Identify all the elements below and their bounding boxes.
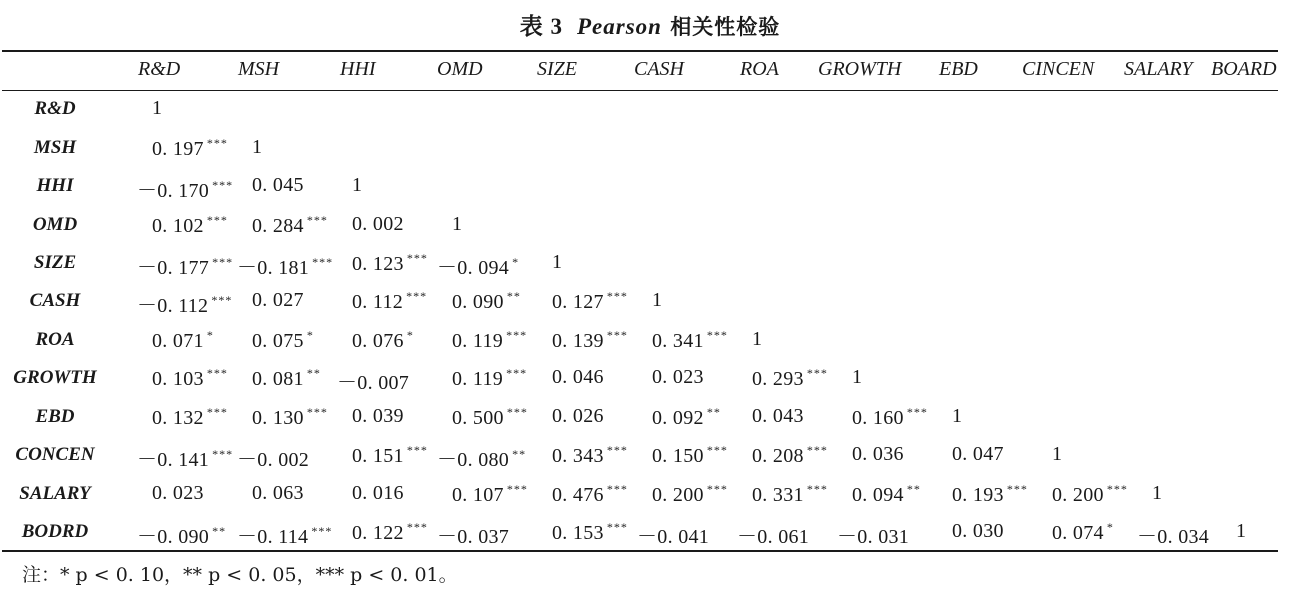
table-title	[0, 8, 1300, 41]
significance-stars: **	[212, 524, 227, 538]
column-header: GROWTH	[818, 58, 902, 80]
header-rule	[2, 90, 1278, 91]
table-cell	[837, 520, 909, 549]
table-cell	[252, 213, 328, 238]
cell-value: 0. 047	[952, 443, 1004, 465]
table-cell	[652, 443, 728, 468]
cell-value: 0. 197	[152, 138, 204, 160]
cell-value: 0. 075	[252, 330, 304, 352]
cell-value: －0. 141	[137, 449, 210, 471]
table-cell	[152, 213, 228, 238]
table-cell	[352, 213, 404, 236]
cell-value: 0. 071	[152, 330, 204, 352]
significance-stars: ***	[311, 524, 333, 538]
table-title-chinese: 相关性检验	[670, 15, 781, 39]
cell-value: 0. 039	[352, 405, 404, 427]
table-cell	[552, 366, 604, 389]
cell-value: 1	[252, 136, 263, 158]
significance-stars: ***	[606, 482, 628, 496]
cell-value: 0. 123	[352, 253, 404, 275]
table-cell	[452, 482, 528, 507]
cell-value: 0. 102	[152, 215, 204, 237]
table-cell	[952, 482, 1028, 507]
significance-stars: ***	[206, 405, 228, 419]
row-label: CONCEN	[15, 444, 95, 465]
table-cell	[252, 328, 314, 353]
cell-value: －0. 007	[337, 372, 410, 394]
cell-value: 0. 016	[352, 482, 404, 504]
cell-value: 1	[1052, 443, 1063, 465]
cell-value: 0. 023	[152, 482, 204, 504]
cell-value: 0. 074	[1052, 522, 1104, 544]
cell-value: 0. 043	[752, 405, 804, 427]
cell-value: 0. 343	[552, 445, 604, 467]
cell-value: 1	[652, 289, 663, 311]
significance-stars: ***	[406, 251, 428, 265]
table-cell	[552, 520, 628, 545]
table-cell	[152, 97, 162, 120]
table-cell	[352, 174, 362, 197]
table-cell	[1152, 482, 1162, 505]
cell-value: 0. 036	[852, 443, 904, 465]
cell-value: 0. 127	[552, 291, 604, 313]
significance-stars: ***	[706, 443, 728, 457]
cell-value: 1	[852, 366, 863, 388]
table-cell	[352, 443, 428, 468]
table-cell	[437, 251, 519, 280]
cell-value: －0. 170	[137, 180, 210, 202]
cell-value: －0. 094	[437, 257, 510, 279]
cell-value: 0. 208	[752, 445, 804, 467]
table-cell	[352, 482, 404, 505]
table-cell	[852, 482, 921, 507]
table-cell	[1137, 520, 1209, 549]
cell-value: 0. 103	[152, 368, 204, 390]
significance-stars: ***	[206, 213, 228, 227]
cell-value: 0. 193	[952, 484, 1004, 506]
row-label: HHI	[36, 175, 74, 196]
significance-stars: **	[706, 405, 721, 419]
cell-value: 0. 200	[652, 484, 704, 506]
table-cell	[652, 328, 728, 353]
significance-stars: ***	[506, 405, 528, 419]
row-label: OMD	[32, 214, 78, 235]
cell-value: 1	[752, 328, 763, 350]
table-cell	[437, 520, 509, 549]
table-cell	[952, 405, 962, 428]
significance-stars: ***	[606, 520, 628, 534]
top-rule	[2, 50, 1278, 52]
table-cell	[552, 289, 628, 314]
significance-stars: ***	[406, 289, 428, 303]
significance-stars: ***	[306, 405, 328, 419]
significance-stars: **	[506, 289, 521, 303]
cell-value: 1	[1236, 520, 1247, 542]
column-header: SALARY	[1124, 58, 1193, 80]
significance-stars: ***	[506, 328, 528, 342]
row-label: GROWTH	[13, 367, 97, 388]
table-cell	[452, 289, 521, 314]
table-cell	[352, 251, 428, 276]
cell-value: －0. 034	[1137, 526, 1210, 548]
table-cell	[252, 174, 304, 197]
cell-value: 0. 094	[852, 484, 904, 506]
significance-stars: *	[306, 328, 314, 342]
table-cell	[552, 405, 604, 428]
table-cell	[237, 520, 332, 549]
significance-stars: ***	[506, 482, 528, 496]
table-cell	[137, 174, 233, 203]
cell-value: 1	[152, 97, 163, 119]
significance-stars: ***	[906, 405, 928, 419]
significance-stars: **	[306, 366, 321, 380]
significance-stars: *	[206, 328, 214, 342]
cell-value: 0. 112	[352, 291, 404, 313]
table-cell	[952, 443, 1004, 466]
table-cell	[452, 213, 462, 236]
column-header: SIZE	[537, 58, 577, 80]
table-cell	[252, 136, 262, 159]
table-cell	[152, 405, 228, 430]
cell-value: －0. 002	[237, 449, 310, 471]
table-cell	[137, 443, 233, 472]
table-note: 注：* p < 0. 10，** p < 0. 05，*** p < 0. 01。	[22, 564, 458, 586]
significance-stars: ***	[306, 213, 328, 227]
cell-value: 0. 092	[652, 407, 704, 429]
cell-value: 0. 200	[1052, 484, 1104, 506]
row-label: MSH	[33, 137, 77, 158]
table-cell	[152, 328, 214, 353]
cell-value: 1	[352, 174, 363, 196]
significance-stars: *	[406, 328, 414, 342]
cell-value: 0. 130	[252, 407, 304, 429]
cell-value: 1	[452, 213, 463, 235]
cell-value: －0. 037	[437, 526, 510, 548]
cell-value: 0. 331	[752, 484, 804, 506]
table-number: 表 3	[519, 14, 563, 39]
table-cell	[352, 289, 427, 314]
significance-stars: **	[906, 482, 921, 496]
table-cell	[237, 443, 309, 472]
table-cell	[1236, 520, 1246, 543]
significance-stars: ***	[606, 443, 628, 457]
row-label: SIZE	[33, 252, 77, 273]
significance-stars: ***	[212, 178, 234, 192]
cell-value: －0. 080	[437, 449, 510, 471]
row-label: EBD	[35, 406, 75, 427]
significance-stars: *	[512, 255, 520, 269]
cell-value: 0. 045	[252, 174, 304, 196]
significance-stars: ***	[206, 366, 228, 380]
table-cell	[152, 366, 228, 391]
cell-value: 0. 132	[152, 407, 204, 429]
table-cell	[252, 289, 304, 312]
table-cell	[152, 482, 204, 505]
row-label: BODRD	[21, 521, 89, 542]
table-cell	[452, 366, 527, 391]
column-header: CASH	[634, 58, 684, 80]
column-header: R&D	[138, 58, 181, 80]
cell-value: 0. 284	[252, 215, 304, 237]
significance-stars: ***	[706, 328, 728, 342]
table-cell	[252, 366, 321, 391]
significance-stars: ***	[706, 482, 728, 496]
cell-value: －0. 177	[137, 257, 210, 279]
table-cell	[137, 520, 226, 549]
cell-value: 0. 107	[452, 484, 504, 506]
significance-stars: ***	[606, 328, 628, 342]
cell-value: －0. 112	[137, 295, 209, 317]
table-cell	[752, 328, 762, 351]
cell-value: 0. 153	[552, 522, 604, 544]
table-cell	[752, 482, 828, 507]
cell-value: －0. 041	[637, 526, 710, 548]
table-cell	[1052, 482, 1128, 507]
cell-value: 0. 026	[552, 405, 604, 427]
table-cell	[552, 443, 628, 468]
table-cell	[852, 366, 862, 389]
significance-stars: ***	[606, 289, 628, 303]
table-cell	[1052, 443, 1062, 466]
cell-value: 0. 027	[252, 289, 304, 311]
significance-stars: ***	[211, 293, 233, 307]
cell-value: 0. 076	[352, 330, 404, 352]
table-cell	[452, 405, 528, 430]
table-title-latin: Pearson	[576, 14, 662, 39]
table-cell	[552, 251, 562, 274]
significance-stars: ***	[806, 482, 828, 496]
significance-stars: ***	[212, 255, 234, 269]
table-cell	[552, 482, 628, 507]
significance-stars: ***	[406, 443, 428, 457]
table-cell	[652, 482, 728, 507]
bottom-rule	[2, 550, 1278, 552]
table-cell	[337, 366, 409, 395]
cell-value: 1	[1152, 482, 1163, 504]
table-cell	[952, 520, 1004, 543]
cell-value: 0. 063	[252, 482, 304, 504]
table-cell	[237, 251, 333, 280]
table-cell	[437, 443, 526, 472]
table-cell	[352, 520, 428, 545]
cell-value: 1	[552, 251, 563, 273]
cell-value: －0. 114	[237, 526, 309, 548]
table-cell	[752, 405, 804, 428]
table-cell	[352, 405, 404, 428]
cell-value: 0. 023	[652, 366, 704, 388]
cell-value: 0. 139	[552, 330, 604, 352]
cell-value: 0. 293	[752, 368, 804, 390]
cell-value: 0. 002	[352, 213, 404, 235]
table-cell	[252, 405, 328, 430]
significance-stars: ***	[406, 520, 428, 534]
cell-value: 0. 476	[552, 484, 604, 506]
row-label: ROA	[35, 329, 75, 350]
significance-stars: ***	[806, 443, 828, 457]
significance-stars: **	[512, 447, 527, 461]
significance-stars: ***	[312, 255, 334, 269]
row-label: R&D	[34, 98, 76, 119]
cell-value: －0. 061	[737, 526, 810, 548]
significance-stars: *	[1106, 520, 1114, 534]
cell-value: －0. 181	[237, 257, 310, 279]
cell-value: 0. 090	[452, 291, 504, 313]
cell-value: 0. 150	[652, 445, 704, 467]
column-header: MSH	[238, 58, 280, 80]
table-cell	[1052, 520, 1114, 545]
row-label: CASH	[29, 290, 81, 311]
cell-value: 0. 046	[552, 366, 604, 388]
column-header: OMD	[437, 58, 483, 80]
cell-value: 0. 030	[952, 520, 1004, 542]
table-cell	[152, 136, 228, 161]
cell-value: 0. 160	[852, 407, 904, 429]
table-cell	[452, 328, 527, 353]
table-cell	[652, 405, 721, 430]
significance-stars: ***	[1106, 482, 1128, 496]
significance-stars: ***	[1006, 482, 1028, 496]
cell-value: 0. 081	[252, 368, 304, 390]
column-header: CINCEN	[1022, 58, 1095, 80]
significance-stars: ***	[506, 366, 528, 380]
cell-value: 1	[952, 405, 963, 427]
cell-value: 0. 119	[452, 330, 504, 352]
table-cell	[637, 520, 709, 549]
significance-stars: ***	[212, 447, 234, 461]
table-cell	[752, 366, 828, 391]
table-cell	[252, 482, 304, 505]
table-cell	[137, 289, 232, 318]
cell-value: 0. 151	[352, 445, 404, 467]
table-cell	[852, 405, 928, 430]
table-cell	[852, 443, 904, 466]
column-header: ROA	[740, 58, 779, 80]
cell-value: 0. 122	[352, 522, 404, 544]
significance-stars: ***	[206, 136, 228, 150]
column-header: EBD	[939, 58, 978, 80]
table-cell	[352, 328, 414, 353]
table-cell	[652, 289, 662, 312]
significance-stars: ***	[806, 366, 828, 380]
cell-value: 0. 119	[452, 368, 504, 390]
cell-value: －0. 031	[837, 526, 910, 548]
column-header: HHI	[340, 58, 376, 80]
cell-value: －0. 090	[137, 526, 210, 548]
table-cell	[752, 443, 828, 468]
cell-value: 0. 341	[652, 330, 704, 352]
table-cell	[652, 366, 704, 389]
table-cell	[137, 251, 233, 280]
row-label: SALARY	[19, 483, 91, 504]
column-header: BOARD	[1211, 58, 1277, 80]
cell-value: 0. 500	[452, 407, 504, 429]
table-cell	[552, 328, 628, 353]
table-cell	[737, 520, 809, 549]
